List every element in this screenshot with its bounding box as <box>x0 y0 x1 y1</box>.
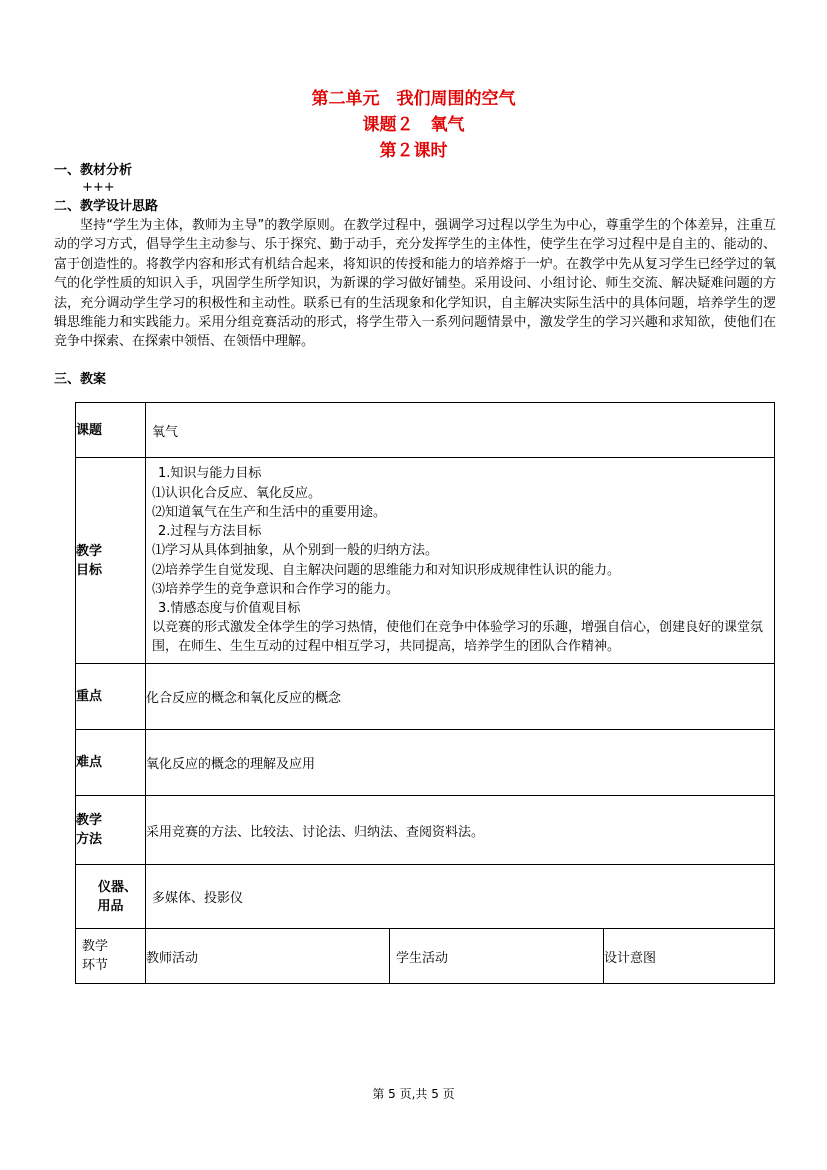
method-label <box>76 796 146 865</box>
topic-label: 课题 <box>76 403 146 458</box>
lesson-title: 第２课时 <box>379 141 448 161</box>
difficulty-label: 难点 <box>76 730 146 796</box>
difficulty-row <box>76 730 775 796</box>
design-intent-header: 设计意图 <box>604 929 775 984</box>
goals-row <box>76 458 775 664</box>
stage-label-line-1: 教学 <box>82 939 109 954</box>
method-label-line-1: 教学 <box>76 813 103 828</box>
equipment-label-line-1: 仪器、 <box>97 879 137 895</box>
teacher-activity-header: 教师活动 <box>146 929 390 984</box>
goal-line: ⑵培养学生自觉发现、自主解决问题的思维能力和对知识形成规律性认识的能力。 <box>152 562 621 578</box>
stage-label-line-2: 环节 <box>82 958 109 973</box>
equipment-label-line-2: 用品 <box>97 898 124 914</box>
goal-line: 以竞赛的形式激发全体学生的学习热情，使他们在竞争中体验学习的乐趣，增强自信心，创建良好的课堂氛围，在师生、生生互动的过程中相互学习，共同提高，培养学生的团队合作精神。 <box>152 620 764 655</box>
goals-label-line-2: 目标 <box>76 562 103 578</box>
goal-line: ⑶培养学生的竞争意识和合作学习的能力。 <box>152 581 400 597</box>
stage-row <box>76 929 775 984</box>
key-point-label: 重点 <box>76 664 146 730</box>
topic-title: 课题２ 氧气 <box>362 115 465 135</box>
topic-value: 氧气 <box>146 403 775 458</box>
equipment-row <box>76 865 775 929</box>
key-point-row <box>76 664 775 730</box>
goal-line: 1.知识与能力目标 <box>158 466 262 482</box>
section-1-content: +++ <box>82 180 115 195</box>
method-row <box>76 796 775 865</box>
equipment-value: 多媒体、投影仪 <box>146 865 775 929</box>
goal-line: ⑵知道氧气在生产和生活中的重要用途。 <box>152 504 387 520</box>
goals-label-line-1: 教学 <box>76 543 103 559</box>
difficulty-value: 氧化反应的概念的理解及应用 <box>146 730 775 796</box>
stage-label <box>76 929 146 984</box>
goal-line: 3.情感态度与价值观目标 <box>158 600 301 616</box>
lesson-plan-table <box>75 402 775 984</box>
student-activity-header: 学生活动 <box>390 929 604 984</box>
title-block <box>0 86 827 164</box>
goal-line: ⑴认识化合反应、氧化反应。 <box>152 485 322 501</box>
section-1-heading: 一、教材分析 <box>54 163 133 178</box>
section-2-heading: 二、教学设计思路 <box>54 199 159 214</box>
method-value: 采用竞赛的方法、比较法、讨论法、归纳法、查阅资料法。 <box>146 796 775 865</box>
section-2-paragraph: 坚持“学生为主体，教师为主导”的教学原则。在教学过程中，强调学习过程以学生为中心，尊重学生的个体差异，注重互动的学习方式，倡导学生主动参与、乐于探究、勤于动手，充分发挥学生的主体性，使学生在学习过程中是自主的、能动的、富于创造性的。将教学内容和形式有机结合起来，将知识的传授和能力的培养熔于一炉。在教学中先从复习学生已经学过的氧气的化学性质的知识入手，巩固学生所学知识，为新课的学习做好铺垫。采用设问、小组讨论、师生交流、解决疑难问题的方法，充分调动学生学习的积极性和主动性。联系已有的生活现象和化学知识，自主解决实际生活中的具体问题，培养学生的逻辑思维能力和实践能力。采用分组竞赛活动的形式，将学生带入一系列问题情景中，激发学生的学习兴趣和求知欲，使他们在竞争中探索、在探索中领悟、在领悟中理解。 <box>54 218 776 350</box>
goals-list <box>146 458 774 662</box>
topic-row <box>76 403 775 458</box>
section-3-heading: 三、教案 <box>54 372 107 387</box>
goal-line: ⑴学习从具体到抽象，从个别到一般的归纳方法。 <box>152 543 439 559</box>
goal-line: 2.过程与方法目标 <box>158 524 262 540</box>
goals-label <box>76 458 146 664</box>
equipment-label <box>76 865 146 929</box>
unit-title: 第二单元 我们周围的空气 <box>311 89 516 109</box>
key-point-value: 化合反应的概念和氧化反应的概念 <box>146 664 775 730</box>
page-footer: 第 5 页,共 5 页 <box>372 1087 455 1101</box>
method-label-line-2: 方法 <box>76 832 103 847</box>
goals-value <box>146 458 775 664</box>
